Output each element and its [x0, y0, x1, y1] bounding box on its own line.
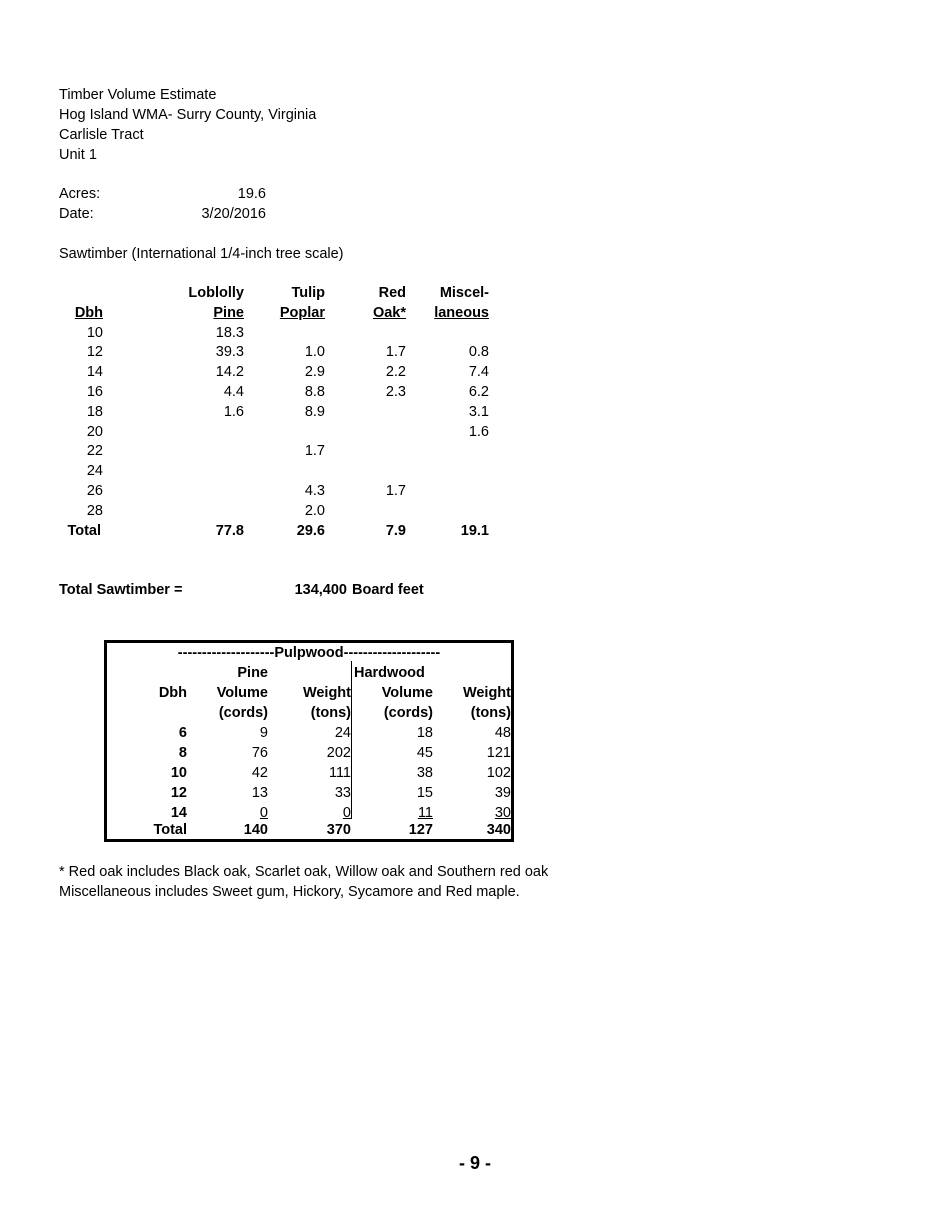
header-laneous: laneous: [434, 304, 489, 321]
page-number: - 9 -: [458, 1153, 491, 1173]
cell-hw-volume: 15: [416, 785, 433, 801]
header-red: Red: [378, 285, 406, 301]
table-row: [59, 442, 439, 462]
header-hw-volume: Volume: [381, 685, 433, 701]
cell-dbh: 20: [86, 423, 103, 440]
header-hw-cords: (cords): [383, 705, 433, 721]
cell-hw-weight: 102: [486, 765, 511, 781]
table-row: [59, 482, 439, 502]
cell-dbh: 22: [86, 443, 103, 460]
total-hw-volume: 127: [408, 822, 433, 838]
header-poplar: Poplar: [279, 304, 325, 321]
total-sawtimber-value: 134,400: [294, 582, 347, 598]
cell-dbh: 12: [170, 785, 187, 801]
total-sawtimber-label: Total Sawtimber =: [59, 582, 183, 598]
total-pine-weight: 370: [326, 822, 351, 838]
table-row: [59, 502, 439, 522]
sawtimber-header-top: [59, 284, 489, 304]
cell-pine-volume: 42: [251, 765, 268, 781]
unit-line: Unit 1: [59, 147, 97, 163]
tract-line: Carlisle Tract: [59, 127, 144, 143]
pulpwood-total-row: [107, 821, 511, 839]
acres-label: Acres:: [59, 186, 101, 202]
header-pine-weight: Weight: [302, 685, 351, 701]
cell-hw-weight: 121: [486, 745, 511, 761]
cell-pine-weight: 202: [326, 745, 351, 761]
cell-loblolly: 14.2: [215, 364, 244, 381]
table-row: [107, 723, 511, 743]
header-dbh: Dbh: [158, 685, 187, 701]
cell-red: 2.3: [385, 383, 406, 400]
header-pine-tons: (tons): [310, 705, 351, 721]
total-label: Total: [67, 522, 101, 539]
table-row: [59, 383, 489, 403]
cell-tulip: 2.0: [304, 502, 325, 519]
cell-pine-weight: 111: [328, 765, 351, 781]
cell-dbh: 8: [178, 745, 187, 761]
cell-hw-volume: 45: [416, 745, 433, 761]
cell-pine-volume: 76: [251, 745, 268, 761]
cell-hw-volume: 38: [416, 765, 433, 781]
header-hardwood: Hardwood: [354, 665, 425, 681]
cell-pine-volume: 0: [259, 805, 268, 821]
header-hw-weight: Weight: [462, 685, 511, 701]
cell-tulip: 2.9: [304, 364, 325, 381]
table-row: [59, 324, 439, 344]
cell-red: 2.2: [385, 364, 406, 381]
header-loblolly: Loblolly: [188, 285, 244, 301]
table-row: [107, 743, 511, 763]
total-red: 7.9: [385, 522, 406, 539]
header-pine-volume: Volume: [216, 685, 268, 701]
total-hw-weight: 340: [486, 822, 511, 838]
cell-loblolly: 1.6: [223, 403, 244, 420]
cell-misc: 0.8: [468, 344, 489, 361]
cell-tulip: 8.8: [304, 383, 325, 400]
cell-hw-weight: 30: [494, 805, 511, 821]
cell-dbh: 12: [86, 344, 103, 361]
total-pine-volume: 140: [243, 822, 268, 838]
cell-dbh: 6: [178, 725, 187, 741]
cell-loblolly: 18.3: [215, 324, 244, 341]
cell-hw-weight: 39: [494, 785, 511, 801]
total-misc: 19.1: [460, 522, 489, 539]
cell-misc: 7.4: [468, 364, 489, 381]
cell-tulip: 8.9: [304, 403, 325, 420]
total-label: Total: [153, 822, 187, 838]
sawtimber-header-bottom: [59, 304, 489, 324]
acres-value: 19.6: [237, 186, 266, 202]
cell-red: 1.7: [385, 344, 406, 361]
footnote-red-oak: * Red oak includes Black oak, Scarlet oak, Willow oak and Southern red oak: [59, 864, 549, 880]
pulpwood-header-2: [107, 683, 511, 703]
table-row: [107, 783, 511, 803]
cell-dbh: 10: [86, 324, 103, 341]
pulpwood-banner: --------------------Pulpwood--------------------: [177, 645, 441, 661]
header-pine: Pine: [213, 304, 244, 321]
pulpwood-table: [104, 640, 514, 842]
header-oak: Oak*: [372, 304, 406, 321]
cell-dbh: 10: [170, 765, 187, 781]
pulpwood-header-1: [107, 663, 511, 683]
cell-red: 1.7: [385, 482, 406, 499]
header-dbh: Dbh: [74, 304, 103, 321]
sawtimber-table: [59, 284, 489, 541]
cell-tulip: 4.3: [304, 482, 325, 499]
table-row: [59, 462, 439, 482]
date-value: 3/20/2016: [201, 206, 266, 222]
cell-dbh: 14: [86, 364, 103, 381]
cell-hw-volume: 11: [417, 805, 433, 821]
table-row: [59, 343, 489, 363]
table-row: [59, 423, 489, 443]
total-loblolly: 77.8: [215, 522, 244, 539]
cell-dbh: 24: [86, 463, 103, 480]
sawtimber-total-row: [59, 522, 489, 542]
cell-pine-weight: 0: [342, 805, 351, 821]
total-sawtimber-unit: Board feet: [352, 582, 424, 598]
cell-dbh: 16: [86, 383, 103, 400]
cell-pine-weight: 33: [334, 785, 351, 801]
cell-pine-volume: 9: [259, 725, 268, 741]
cell-tulip: 1.7: [304, 443, 325, 460]
doc-title: Timber Volume Estimate: [59, 87, 217, 103]
cell-misc: 1.6: [468, 423, 489, 440]
cell-hw-weight: 48: [494, 725, 511, 741]
location-line: Hog Island WMA- Surry County, Virginia: [59, 107, 317, 123]
cell-tulip: 1.0: [304, 344, 325, 361]
cell-dbh: 28: [86, 502, 103, 519]
table-row: [59, 363, 489, 383]
total-tulip: 29.6: [296, 522, 325, 539]
cell-hw-volume: 18: [416, 725, 433, 741]
cell-dbh: 14: [170, 805, 187, 821]
header-pine: Pine: [237, 665, 268, 681]
header-misc: Miscel-: [439, 285, 489, 301]
date-label: Date:: [59, 206, 94, 222]
cell-misc: 6.2: [468, 383, 489, 400]
table-row: [107, 803, 511, 823]
cell-pine-volume: 13: [251, 785, 268, 801]
header-hw-tons: (tons): [470, 705, 511, 721]
header-pine-cords: (cords): [218, 705, 268, 721]
cell-loblolly: 4.4: [223, 383, 244, 400]
table-row: [59, 403, 489, 423]
header-tulip: Tulip: [291, 285, 325, 301]
cell-dbh: 18: [86, 403, 103, 420]
cell-pine-weight: 24: [334, 725, 351, 741]
cell-dbh: 26: [86, 482, 103, 499]
footnote-misc: Miscellaneous includes Sweet gum, Hickory, Sycamore and Red maple.: [59, 884, 520, 900]
cell-misc: 3.1: [468, 403, 489, 420]
pulpwood-header-3: [107, 703, 511, 723]
sawtimber-title: Sawtimber (International 1/4-inch tree scale): [59, 246, 344, 262]
cell-loblolly: 39.3: [215, 344, 244, 361]
table-row: [107, 763, 511, 783]
